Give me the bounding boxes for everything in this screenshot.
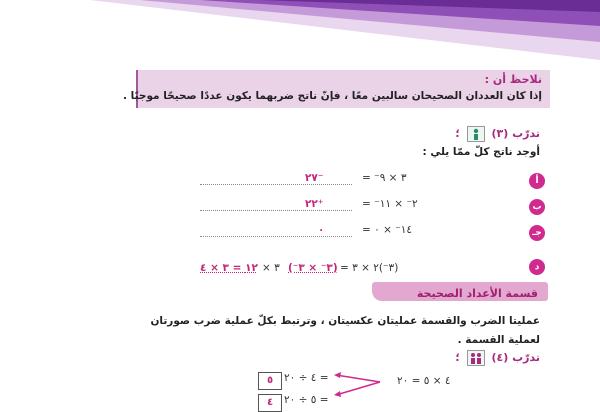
expression: ٣ × ٩⁻ = <box>362 172 407 184</box>
note-title: نلاحظ أن : <box>484 73 542 86</box>
expression: ١٤⁻ × ٠ = <box>362 224 413 236</box>
exercise-row <box>200 198 545 216</box>
exercise-row <box>200 224 545 242</box>
exercise-d-expression: (٣⁻)٢ × ٣ = <box>340 262 399 274</box>
answer: ٢٧⁻ <box>305 172 324 184</box>
exercise-marker: ب <box>529 199 545 215</box>
division-answer-box: ٥ <box>258 372 282 390</box>
multiplication-expression: ٤ × ٥ = ٢٠ <box>397 375 451 387</box>
exercise-marker: أ <box>529 173 545 189</box>
decorative-banner <box>0 0 600 60</box>
drill-3-label: تدرّب (٣) <box>491 127 540 140</box>
exercise-row <box>200 172 545 190</box>
group-icon <box>467 350 485 366</box>
answer: ٢٢⁺ <box>305 198 324 210</box>
exercise-d-marker: د <box>529 259 545 275</box>
section-title-badge <box>372 282 548 301</box>
note-box <box>123 70 550 108</box>
note-text: إذا كان العددان الصحيحان سالبين معًا ، فإنّ ناتج ضربهما يكون عددًا صحيحًا موجبًا . <box>123 90 542 102</box>
exercise-d-answer: ١٢ = ٣ × ٤ <box>200 262 258 274</box>
arrows-icon <box>332 370 382 400</box>
exercise-d-mid: ٣ × <box>262 262 280 274</box>
drill-3-title <box>455 126 540 142</box>
division-answer-box: ٤ <box>258 394 282 412</box>
exercise-marker: جـ <box>529 225 545 241</box>
section-title: قسمة الأعداد الصحيحة <box>416 287 538 300</box>
answer-line <box>200 236 352 237</box>
instruction: أوجد ناتج كلّ ممّا يلي : <box>422 146 540 158</box>
division-expression: = ٤ ÷ ٢٠ <box>284 372 329 384</box>
expression: ٢⁻ × ١١⁻ = <box>362 198 418 210</box>
drill-4-title <box>455 350 540 366</box>
drill-3-colon: ؛ <box>455 127 460 140</box>
drill-4-label: تدرّب (٤) <box>491 351 540 364</box>
exercise-d-paren: (٣⁻ × ٣⁻) <box>288 262 338 274</box>
answer-line <box>200 210 352 211</box>
person-icon <box>467 126 485 142</box>
answer: ٠ <box>318 224 325 236</box>
division-expression: = ٥ ÷ ٢٠ <box>284 394 329 406</box>
paragraph: عمليتا الضرب والقسمة عمليتان عكسيتان ، وترتبط بكلّ عملية ضرب صورتان لعملية القسمة . <box>150 315 540 346</box>
drill-4-colon: ؛ <box>455 351 460 364</box>
answer-line <box>200 184 352 185</box>
